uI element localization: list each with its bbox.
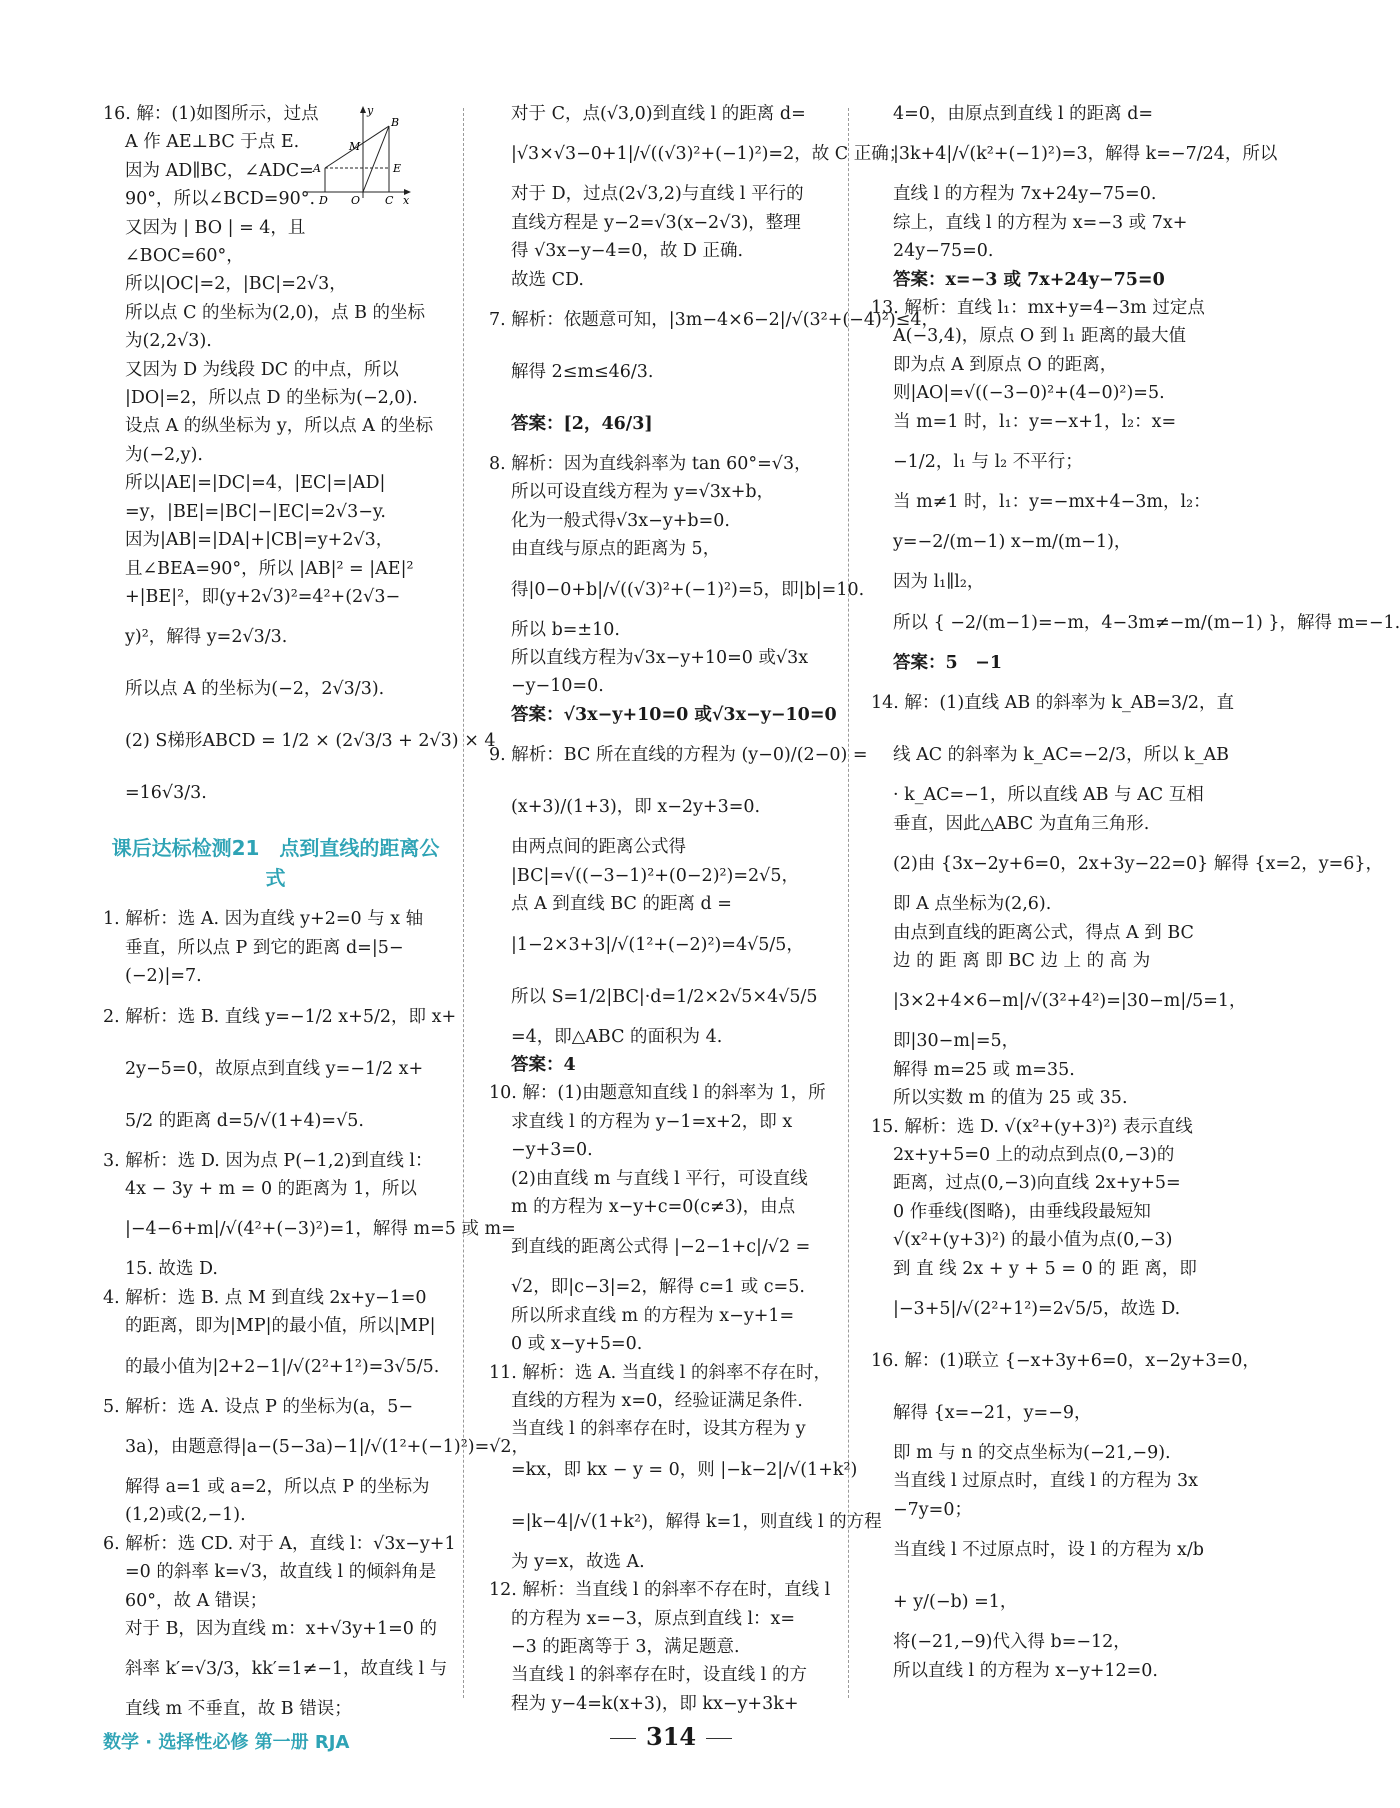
text-line: −y+3=0. — [511, 1140, 593, 1161]
text-line: 60°，故 A 错误； — [125, 1590, 268, 1611]
trapezoid-diagram — [303, 106, 413, 206]
text-line: √2，即|c−3|=2，解得 c=1 或 c=5. — [511, 1277, 805, 1298]
text-line: =4，即△ABC 的面积为 4. — [511, 1026, 723, 1047]
text-line: −1/2，l₁ 与 l₂ 不平行； — [893, 452, 1083, 473]
text-line: 所以|OC|=2，|BC|=2√3， — [125, 274, 347, 295]
item-heading-line: 16. 解：(1)联立 {−x+3y+6=0，x−2y+3=0， — [871, 1350, 1260, 1371]
item-heading-line: 15. 解析：选 D. √(x²+(y+3)²) 表示直线 — [871, 1116, 1193, 1137]
text-line: −3 的距离等于 3，满足题意. — [511, 1637, 740, 1657]
text-line: 即为点 A 到原点 O 的距离， — [893, 354, 1118, 375]
item-heading-line: 11. 解析：选 A. 当直线 l 的斜率不存在时， — [489, 1362, 831, 1383]
text-line: (1,2)或(2,−1). — [125, 1505, 246, 1526]
text-line: 为(−2,y). — [125, 444, 203, 465]
text-line: 又因为 | BO | = 4，且 — [125, 217, 306, 238]
text-line: (2)由 {3x−2y+6=0，2x+3y−22=0} 解得 {x=2，y=6}， — [893, 854, 1384, 875]
item-heading-line: 9. 解析：BC 所在直线的方程为 (y−0)/(2−0) = — [489, 745, 868, 766]
coordinate-figure — [303, 106, 413, 215]
item-heading-line: 12. 解析：当直线 l 的斜率不存在时，直线 l — [489, 1580, 831, 1601]
text-line: 所以 { −2/(m−1)=−m，4−3m≠−m/(m−1) }，解得 m=−1. — [893, 612, 1400, 633]
item-heading-line: 14. 解：(1)直线 AB 的斜率为 k_AB=3/2，直 — [871, 693, 1235, 714]
text-line: 到 直 线 2x + y + 5 = 0 的 距 离，即 — [893, 1258, 1197, 1279]
item-heading-line: 8. 解析：因为直线斜率为 tan 60°=√3， — [489, 454, 812, 475]
text-line: 所以实数 m 的值为 25 或 35. — [893, 1088, 1128, 1109]
answer-line: 答案：x=−3 或 7x+24y−75=0 — [893, 269, 1165, 290]
fig-label: E — [393, 162, 402, 175]
text-line: √(x²+(y+3)²) 的最小值为点(0,−3) — [893, 1230, 1173, 1251]
text-line: 设点 A 的纵坐标为 y，所以点 A 的坐标 — [125, 416, 433, 437]
text-line: 所以直线方程为√3x−y+10=0 或√3x — [511, 648, 809, 669]
text-line: 即 m 与 n 的交点坐标为(−21,−9). — [893, 1442, 1171, 1463]
text-line: −7y=0； — [893, 1499, 972, 1520]
fig-label: D — [319, 194, 328, 207]
text-line: 所以所求直线 m 的方程为 x−y+1= — [511, 1305, 795, 1326]
text-line: |−4−6+m|/√(4²+(−3)²)=1，解得 m=5 或 m= — [125, 1219, 516, 1240]
text-line: 因为 AD∥BC，∠ADC= — [125, 160, 314, 181]
text-line: −y−10=0. — [511, 676, 604, 697]
text-line: |DO|=2，所以点 D 的坐标为(−2,0). — [125, 388, 418, 409]
text-line: 4x − 3y + m = 0 的距离为 1，所以 — [125, 1178, 417, 1199]
item-heading-line: 10. 解：(1)由题意知直线 l 的斜率为 1，所 — [489, 1083, 826, 1104]
text-line: =|k−4|/√(1+k²)，解得 k=1，则直线 l 的方程 — [511, 1511, 882, 1532]
text-line: 2y−5=0，故原点到直线 y=−1/2 x+ — [125, 1058, 424, 1079]
text-line: 程为 y−4=k(x+3)，即 kx−y+3k+ — [511, 1693, 799, 1714]
text-line: 求直线 l 的方程为 y−1=x+2，即 x — [511, 1111, 793, 1132]
text-line: 直线的方程为 x=0，经验证满足条件. — [511, 1390, 803, 1411]
text-line: =y，|BE|=|BC|−|EC|=2√3−y. — [125, 501, 386, 522]
book-title-footer: 数学 · 选择性必修 第一册 RJA — [103, 1732, 350, 1753]
text-line: · k_AC=−1，所以直线 AB 与 AC 互相 — [893, 785, 1204, 806]
page-number-text: 314 — [646, 1722, 697, 1751]
text-line: 90°，所以∠BCD=90°. — [125, 189, 316, 210]
text-line: 所以 b=±10. — [511, 619, 620, 640]
text-line: 0 或 x−y+5=0. — [511, 1334, 643, 1355]
text-line: |3k+4|/√(k²+(−1)²)=3，解得 k=−7/24，所以 — [893, 144, 1278, 165]
text-line: 所以直线 l 的方程为 x−y+12=0. — [893, 1660, 1158, 1681]
text-line: 解得 m=25 或 m=35. — [893, 1059, 1075, 1080]
text-line: 综上，直线 l 的方程为 x=−3 或 7x+ — [893, 212, 1188, 233]
text-line: =kx，即 kx − y = 0，则 |−k−2|/√(1+k²) — [511, 1459, 858, 1480]
text-line: (2) S梯形ABCD = 1/2 × (2√3/3 + 2√3) × 4 — [125, 731, 496, 752]
text-line: (−2)|=7. — [125, 966, 202, 987]
item-heading-line: 3. 解析：选 D. 因为点 P(−1,2)到直线 l： — [103, 1150, 433, 1171]
text-line: 当 m=1 时，l₁：y=−x+1，l₂：x= — [893, 411, 1177, 432]
text-line: |√3×√3−0+1|/√((√3)²+(−1)²)=2，故 C 正确； — [511, 144, 907, 165]
text-line: m 的方程为 x−y+c=0(c≠3)，由点 — [511, 1196, 796, 1217]
text-line: 将(−21,−9)代入得 b=−12， — [893, 1632, 1131, 1653]
page-number — [600, 1722, 742, 1751]
text-line: =0 的斜率 k=√3，故直线 l 的倾斜角是 — [125, 1562, 437, 1583]
text-line: 化为一般式得√3x−y+b=0. — [511, 510, 730, 531]
fig-label: y — [367, 104, 374, 117]
text-line: 4=0，由原点到直线 l 的距离 d= — [893, 104, 1154, 124]
text-line: 即|30−m|=5， — [893, 1031, 1020, 1052]
text-line: 当直线 l 的斜率存在时，设直线 l 的方 — [511, 1665, 807, 1686]
text-line: 直线 m 不垂直，故 B 错误； — [125, 1699, 352, 1720]
text-line: 故选 CD. — [511, 269, 584, 290]
answer-line: 答案：[2，46/3] — [511, 414, 653, 435]
text-line: 所以可设直线方程为 y=√3x+b， — [511, 482, 775, 503]
text-line: |−3+5|/√(2²+1²)=2√5/5，故选 D. — [893, 1298, 1181, 1319]
text-line: 距离，过点(0,−3)向直线 2x+y+5= — [893, 1173, 1181, 1194]
text-line: 5/2 的距离 d=5/√(1+4)=√5. — [125, 1110, 364, 1131]
text-line: 即 A 点坐标为(2,6). — [893, 894, 1052, 915]
text-line: |BC|=√((−3−1)²+(0−2)²)=2√5， — [511, 865, 799, 886]
text-line: 点 A 到直线 BC 的距离 d = — [511, 894, 732, 915]
text-line: 当直线 l 过原点时，直线 l 的方程为 3x — [893, 1471, 1199, 1492]
page-dash-right — [706, 1738, 732, 1739]
text-line: 边 的 距 离 即 BC 边 上 的 高 为 — [893, 950, 1151, 971]
text-line: A(−3,4)，原点 O 到 l₁ 距离的最大值 — [893, 326, 1186, 347]
text-line: 由直线与原点的距离为 5， — [511, 539, 721, 560]
text-line: +|BE|²，即(y+2√3)²=4²+(2√3− — [125, 586, 401, 607]
answer-line: 答案：4 — [511, 1054, 576, 1075]
text-line: |3×2+4×6−m|/√(3²+4²)=|30−m|/5=1， — [893, 991, 1247, 1012]
text-line: 当 m≠1 时，l₁：y=−mx+4−3m，l₂： — [893, 492, 1211, 513]
text-line: 所以 S=1/2|BC|·d=1/2×2√5×4√5/5 — [511, 986, 818, 1007]
fig-label: A — [313, 162, 321, 175]
text-line: 的方程为 x=−3，原点到直线 l：x= — [511, 1608, 796, 1629]
text-line: (x+3)/(1+3)，即 x−2y+3=0. — [511, 797, 761, 818]
text-line: 斜率 k′=√3/3，kk′=1≠−1，故直线 l 与 — [125, 1659, 448, 1680]
fig-label: C — [385, 194, 394, 207]
text-line: 0 作垂线(图略)，由垂线段最短知 — [893, 1201, 1151, 1222]
text-line: y)²，解得 y=2√3/3. — [125, 627, 288, 648]
column-right — [871, 100, 1400, 1685]
text-line: 解得 a=1 或 a=2，所以点 P 的坐标为 — [125, 1476, 430, 1497]
text-line: 所以点 A 的坐标为(−2，2√3/3). — [125, 679, 385, 700]
item-heading-line: 16. 解：(1)如图所示，过点 — [103, 104, 319, 124]
text-line: 直线 l 的方程为 7x+24y−75=0. — [893, 184, 1157, 205]
text-line: 15. 故选 D. — [125, 1259, 218, 1280]
text-line: 3a)，由题意得|a−(5−3a)−1|/√(1²+(−1)²)=√2， — [125, 1436, 530, 1457]
text-line: 又因为 D 为线段 DC 的中点，所以 — [125, 359, 399, 380]
text-line: 的最小值为|2+2−1|/√(2²+1²)=3√5/5. — [125, 1356, 440, 1377]
text-line: 为(2,2√3). — [125, 331, 212, 352]
text-line: (2)由直线 m 与直线 l 平行，可设直线 — [511, 1168, 808, 1189]
answer-line: 答案：√3x−y+10=0 或√3x−y−10=0 — [511, 704, 837, 725]
text-line: 由点到直线的距离公式，得点 A 到 BC — [893, 922, 1194, 943]
text-line: 对于 C，点(√3,0)到直线 l 的距离 d= — [511, 104, 806, 124]
text-line: 且∠BEA=90°，所以 |AB|² = |AE|² — [125, 558, 414, 579]
fig-label: M — [349, 140, 361, 153]
fig-label: x — [403, 194, 410, 207]
exercise-answers-block — [103, 905, 530, 1724]
text-line: 到直线的距离公式得 |−2−1+c|/√2 = — [511, 1237, 811, 1258]
text-line: 则|AO|=√((−3−0)²+(4−0)²)=5. — [893, 383, 1165, 404]
item-heading-line: 1. 解析：选 A. 因为直线 y+2=0 与 x 轴 — [103, 909, 424, 930]
page-dash-left — [610, 1738, 636, 1739]
text-line: 解得 {x=−21，y=−9， — [893, 1402, 1092, 1423]
text-line: 当直线 l 不过原点时，设 l 的方程为 x/b — [893, 1540, 1204, 1561]
item-heading-line: 5. 解析：选 A. 设点 P 的坐标为(a，5− — [103, 1396, 414, 1417]
text-line: 得|0−0+b|/√((√3)²+(−1)²)=5，即|b|=10. — [511, 579, 865, 600]
text-line: 线 AC 的斜率为 k_AC=−2/3，所以 k_AB — [893, 745, 1230, 766]
text-line: 所以点 C 的坐标为(2,0)，点 B 的坐标 — [125, 302, 425, 323]
text-line: ∠BOC=60°， — [125, 246, 244, 267]
text-line: 因为|AB|=|DA|+|CB|=y+2√3， — [125, 530, 394, 551]
text-line: |1−2×3+3|/√(1²+(−2)²)=4√5/5， — [511, 934, 804, 955]
text-line: y=−2/(m−1) x−m/(m−1)， — [893, 532, 1132, 553]
text-line: 因为 l₁∥l₂， — [893, 572, 985, 593]
fig-label: B — [391, 116, 400, 129]
text-line: 对于 D，过点(2√3,2)与直线 l 平行的 — [511, 184, 804, 205]
item-heading-line: 7. 解析：依题意可知，|3m−4×6−2|/√(3²+(−4)²)≤4， — [489, 310, 939, 331]
item-heading-line: 6. 解析：选 CD. 对于 A，直线 l：√3x−y+1 — [103, 1533, 456, 1554]
fig-label: O — [351, 194, 361, 207]
text-line: 由两点间的距离公式得 — [511, 837, 686, 858]
answer-line: 答案：5 −1 — [893, 652, 1003, 673]
text-line: 得 √3x−y−4=0，故 D 正确. — [511, 241, 744, 262]
text-line: 垂直，所以点 P 到它的距离 d=|5− — [125, 937, 404, 958]
text-line: 24y−75=0. — [893, 241, 994, 262]
text-line: 直线方程是 y−2=√3(x−2√3)，整理 — [511, 212, 801, 233]
text-line: 垂直，因此△ABC 为直角三角形. — [893, 813, 1150, 834]
column-divider — [463, 108, 464, 1698]
text-line: 当直线 l 的斜率存在时，设其方程为 y — [511, 1419, 806, 1440]
text-line: + y/(−b) =1， — [893, 1592, 1018, 1613]
text-line: =16√3/3. — [125, 783, 207, 804]
item-heading-line: 4. 解析：选 B. 点 M 到直线 2x+y−1=0 — [103, 1287, 427, 1308]
text-line: 对于 B，因为直线 m：x+√3y+1=0 的 — [125, 1619, 437, 1639]
section-heading: 课后达标检测21 点到直线的距离公式 — [111, 836, 440, 891]
item-heading-line: 13. 解析：直线 l₁：mx+y=4−3m 过定点 — [871, 298, 1205, 319]
text-line: 解得 2≤m≤46/3. — [511, 362, 654, 383]
text-line: 所以|AE|=|DC|=4，|EC|=|AD| — [125, 473, 386, 494]
column-left — [103, 100, 530, 1724]
text-line: 为 y=x，故选 A. — [511, 1551, 645, 1572]
text-line: A 作 AE⊥BC 于点 E. — [125, 132, 300, 153]
text-line: 2x+y+5=0 上的动点到点(0,−3)的 — [893, 1144, 1175, 1165]
item-heading-line: 2. 解析：选 B. 直线 y=−1/2 x+5/2，即 x+ — [103, 1006, 457, 1027]
text-line: 的距离，即为|MP|的最小值，所以|MP| — [125, 1316, 436, 1337]
